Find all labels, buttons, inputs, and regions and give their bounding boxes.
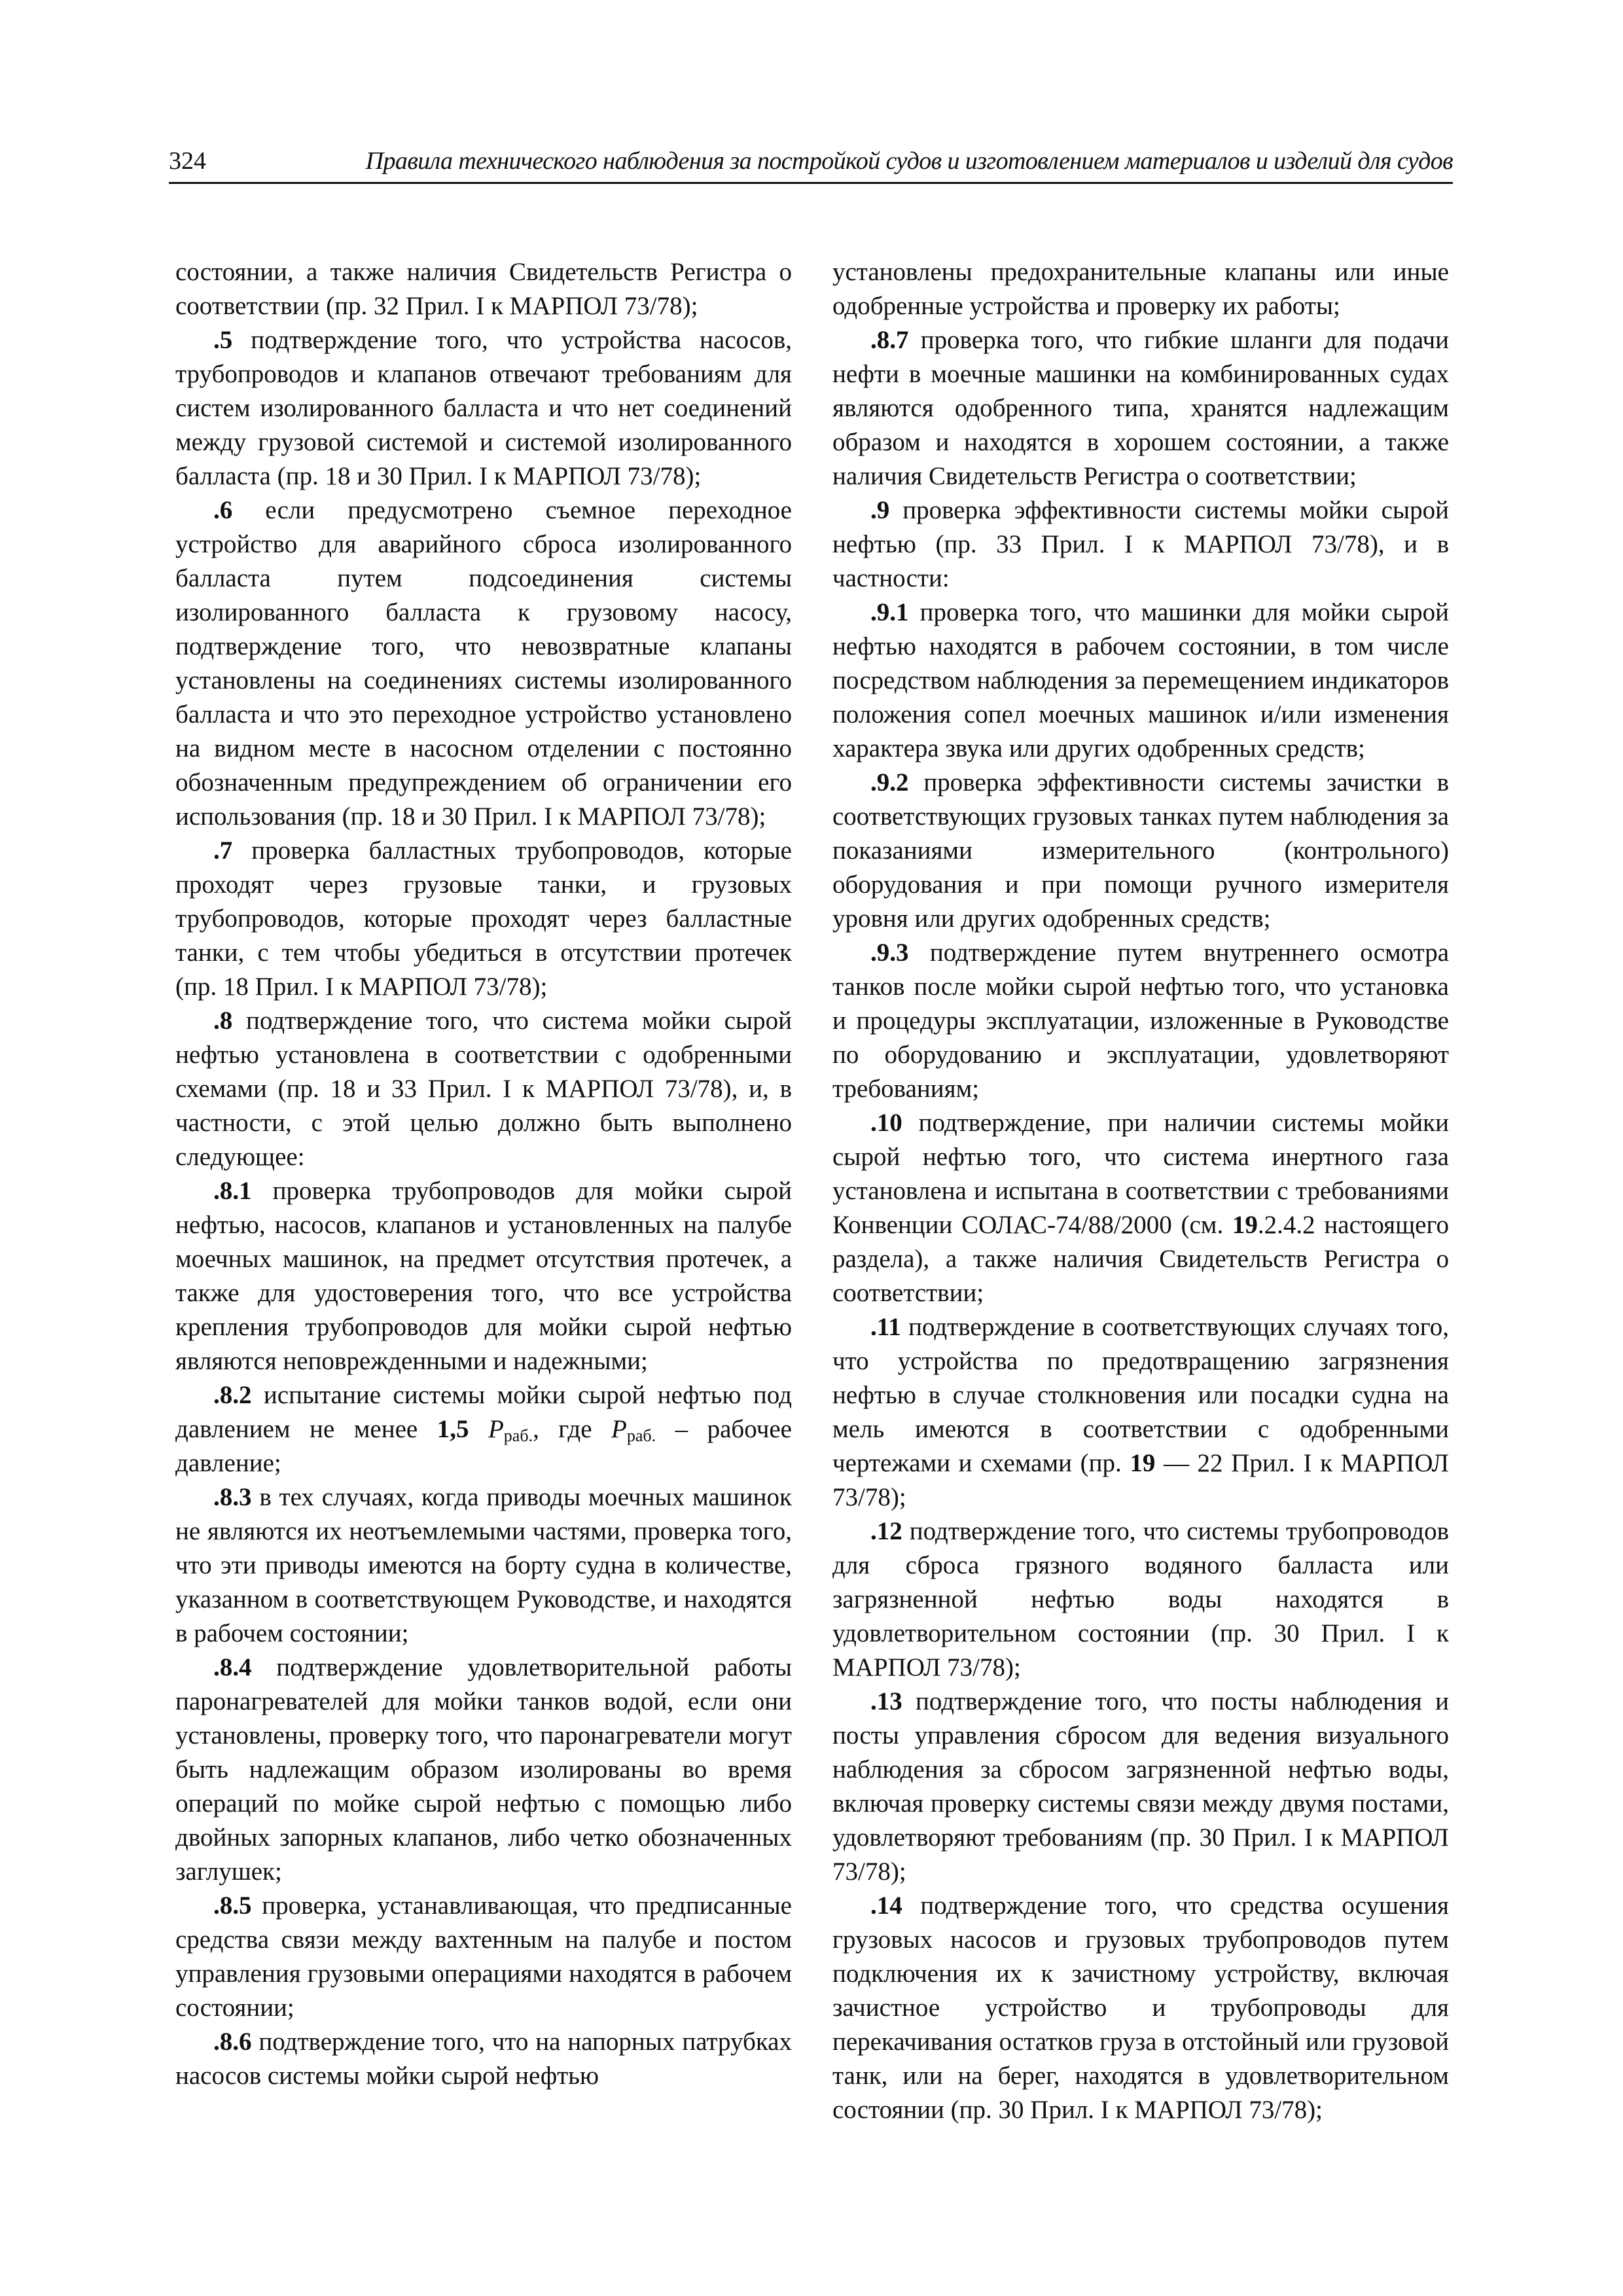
- paragraph-text: установлены предохранительные клапаны или иные одобренные устройства и проверку их работы;: [832, 258, 1449, 320]
- item-text: проверка трубопроводов для мойки сырой нефтью, насосов, клапанов и установленных на палубе моечных машинок, на предмет отсутствия протечек, а также для удостоверения того, что все устройства крепления трубопроводов для мойки сырой нефтью являются неповрежденными и надежными;: [175, 1177, 792, 1375]
- item-text: подтверждение того, что устройства насосов, трубопроводов и клапанов отвечают требованиям для систем изолированного балласта и что нет соединений между грузовой системой и системой изолированного балласта (пр. 18 и 30 Прил. I к МАРПОЛ 73/78);: [175, 326, 792, 490]
- item-text: подтверждение того, что системы трубопроводов для сброса грязного водяного балласта или загрязненной нефтью воды находятся в удовлетворительном состоянии (пр. 30 Прил. I к МАРПОЛ 73/78);: [832, 1517, 1449, 1681]
- left-column: [175, 255, 792, 2093]
- item-number: .5: [213, 326, 233, 354]
- right-column: [832, 255, 1449, 2127]
- item-number: .6: [213, 496, 233, 524]
- page-number: 324: [169, 147, 206, 175]
- item-8-1: [175, 1174, 792, 1378]
- item-8-4: [175, 1651, 792, 1889]
- item-text: подтверждение удовлетворительной работы паронагревателей для мойки танков водой, если они установлены, проверку того, что паронагреватели могут быть надлежащим образом изолированы во время операций по мойке сырой нефтью с помощью либо двойных запорных клапанов, либо четко обозначенных заглушек;: [175, 1653, 792, 1886]
- item-9-1: [832, 596, 1449, 766]
- item-number: .8.7: [870, 326, 909, 354]
- item-number: .9.2: [870, 768, 909, 797]
- item-13: [832, 1685, 1449, 1889]
- item-text: подтверждение в соответствующих случаях того, что устройства по предотвращению загрязнения нефтью в случае столкновения или посадки судна на мель имеются в соответствии с одобренными чертежами и схемами (пр.: [832, 1313, 1449, 1477]
- item-number: .11: [870, 1313, 901, 1341]
- item-text: подтверждение того, что система мойки сырой нефтью установлена в соответствии с одобренными схемами (пр. 18 и 33 Прил. I к МАРПОЛ 73/78), и, в частности, с этой целью должно быть выполнено следующее:: [175, 1007, 792, 1171]
- item-text: проверка того, что гибкие шланги для подачи нефти в моечные машинки на комбинированных судах являются одобренного типа, хранятся надлежащим образом и находятся в хорошем состоянии, а также наличия Свидетельств Регистра о соответствии;: [832, 326, 1449, 490]
- item-5: [175, 323, 792, 493]
- item-11: [832, 1310, 1449, 1515]
- item-number: .14: [870, 1892, 902, 1920]
- item-text: — 22 Прил. I к МАРПОЛ 73/78);: [832, 1449, 1449, 1511]
- section-reference: 19: [1232, 1211, 1258, 1239]
- item-number: .8.1: [213, 1177, 252, 1205]
- item-text: если предусмотрено съемное переходное устройство для аварийного сброса изолированного балласта путем подсоединения системы изолированного балласта к грузовому насосу, подтверждение того, что невозвратные клапаны установлены на соединениях системы изолированного балласта и что это переходное устройство установлено на видном месте в насосном отделении с постоянно обозначенным предупреждением об ограничении его использования (пр. 18 и 30 Прил. I к МАРПОЛ 73/78);: [175, 496, 792, 831]
- item-6: [175, 493, 792, 834]
- running-title: Правила технического наблюдения за постройкой судов и изготовлением материалов и изделий для судов: [365, 147, 1453, 175]
- item-number: .7: [213, 836, 233, 865]
- item-text: проверка балластных трубопроводов, которые проходят через грузовые танки, и грузовых трубопроводов, которые проходят через балластные танки, с тем чтобы убедиться в отсутствии протечек (пр. 18 Прил. I к МАРПОЛ 73/78);: [175, 836, 792, 1001]
- item-8-5: [175, 1889, 792, 2025]
- item-text: подтверждение путем внутреннего осмотра танков после мойки сырой нефтью того, что установка и процедуры эксплуатации, изложенные в Руководстве по оборудованию и эксплуатации, удовлетворяют требованиям;: [832, 939, 1449, 1103]
- item-10: [832, 1106, 1449, 1310]
- pressure-symbol: P: [488, 1415, 504, 1443]
- item-9-2: [832, 766, 1449, 936]
- item-9-3: [832, 936, 1449, 1106]
- item-text: подтверждение того, что на напорных патрубках насосов системы мойки сырой нефтью: [175, 2028, 792, 2090]
- paragraph-continued: [175, 255, 792, 323]
- item-number: .8.5: [213, 1892, 252, 1920]
- item-9: [832, 493, 1449, 596]
- pressure-factor: 1,5: [437, 1415, 469, 1443]
- item-number: .8: [213, 1007, 233, 1035]
- pressure-subscript: раб.: [503, 1426, 533, 1445]
- item-text: подтверждение того, что средства осушения грузовых насосов и грузовых трубопроводов путем подключения их к зачистному устройству, включая зачистное устройство и трубопроводы для перекачивания остатков груза в отстойный или грузовой танк, или на берег, находятся в удовлетворительном состоянии (пр. 30 Прил. I к МАРПОЛ 73/78);: [832, 1892, 1449, 2124]
- item-text: проверка, устанавливающая, что предписанные средства связи между вахтенным на палубе и постом управления грузовыми операциями находятся в рабочем состоянии;: [175, 1892, 792, 2022]
- item-8-6: [175, 2025, 792, 2093]
- paragraph-continued: [832, 255, 1449, 323]
- pressure-subscript: раб.: [626, 1426, 656, 1445]
- item-number: .8.6: [213, 2028, 252, 2056]
- item-number: .8.2: [213, 1381, 252, 1409]
- item-text: .2.4.2 настоящего раздела), а также наличия Свидетельств Регистра о соответствии;: [832, 1211, 1449, 1307]
- item-text: , где: [533, 1415, 612, 1443]
- item-number: .9.3: [870, 939, 909, 967]
- item-number: .9: [870, 496, 890, 524]
- item-number: .8.3: [213, 1483, 252, 1511]
- rule-reference: 19: [1130, 1449, 1156, 1477]
- item-text: – рабочее давление;: [175, 1415, 792, 1477]
- item-14: [832, 1889, 1449, 2127]
- pressure-symbol: P: [611, 1415, 627, 1443]
- paragraph-text: состоянии, а также наличия Свидетельств Регистра о соответствии (пр. 32 Прил. I к МАРПОЛ 73/78);: [175, 258, 792, 320]
- item-number: .9.1: [870, 598, 909, 626]
- item-number: .10: [870, 1109, 902, 1137]
- item-text: проверка эффективности системы зачистки в соответствующих грузовых танках путем наблюдения за показаниями измерительного (контрольного) оборудования и при помощи ручного измерителя уровня или других одобренных средств;: [832, 768, 1449, 933]
- item-8-7: [832, 323, 1449, 493]
- item-text: в тех случаях, когда приводы моечных машинок не являются их неотъемлемыми частями, проверка того, что эти приводы имеются на борту судна в количестве, указанном в соответствующем Руководстве, и находятся в рабочем состоянии;: [175, 1483, 792, 1647]
- item-text: проверка того, что машинки для мойки сырой нефтью находятся в рабочем состоянии, в том числе посредством наблюдения за перемещением индикаторов положения сопел моечных машинок и/или изменения характера звука или других одобренных средств;: [832, 598, 1449, 762]
- item-12: [832, 1515, 1449, 1685]
- item-7: [175, 834, 792, 1004]
- item-text: подтверждение того, что посты наблюдения и посты управления сбросом для ведения визуального наблюдения за сбросом загрязненной нефтью воды, включая проверку системы связи между двумя постами, удовлетворяют требованиям (пр. 30 Прил. I к МАРПОЛ 73/78);: [832, 1687, 1449, 1886]
- item-text: испытание системы мойки сырой нефтью под давлением не менее: [175, 1381, 792, 1443]
- page-header: [169, 143, 1453, 184]
- item-number: .8.4: [213, 1653, 252, 1681]
- item-number: .13: [870, 1687, 902, 1715]
- item-8: [175, 1004, 792, 1174]
- item-number: .12: [870, 1517, 902, 1545]
- item-8-3: [175, 1480, 792, 1651]
- item-text: проверка эффективности системы мойки сырой нефтью (пр. 33 Прил. I к МАРПОЛ 73/78), и в частности:: [832, 496, 1449, 592]
- item-text: подтверждение, при наличии системы мойки сырой нефтью того, что система инертного газа установлена и испытана в соответствии с требованиями Конвенции СОЛАС-74/88/2000 (см.: [832, 1109, 1449, 1239]
- item-8-2: [175, 1378, 792, 1480]
